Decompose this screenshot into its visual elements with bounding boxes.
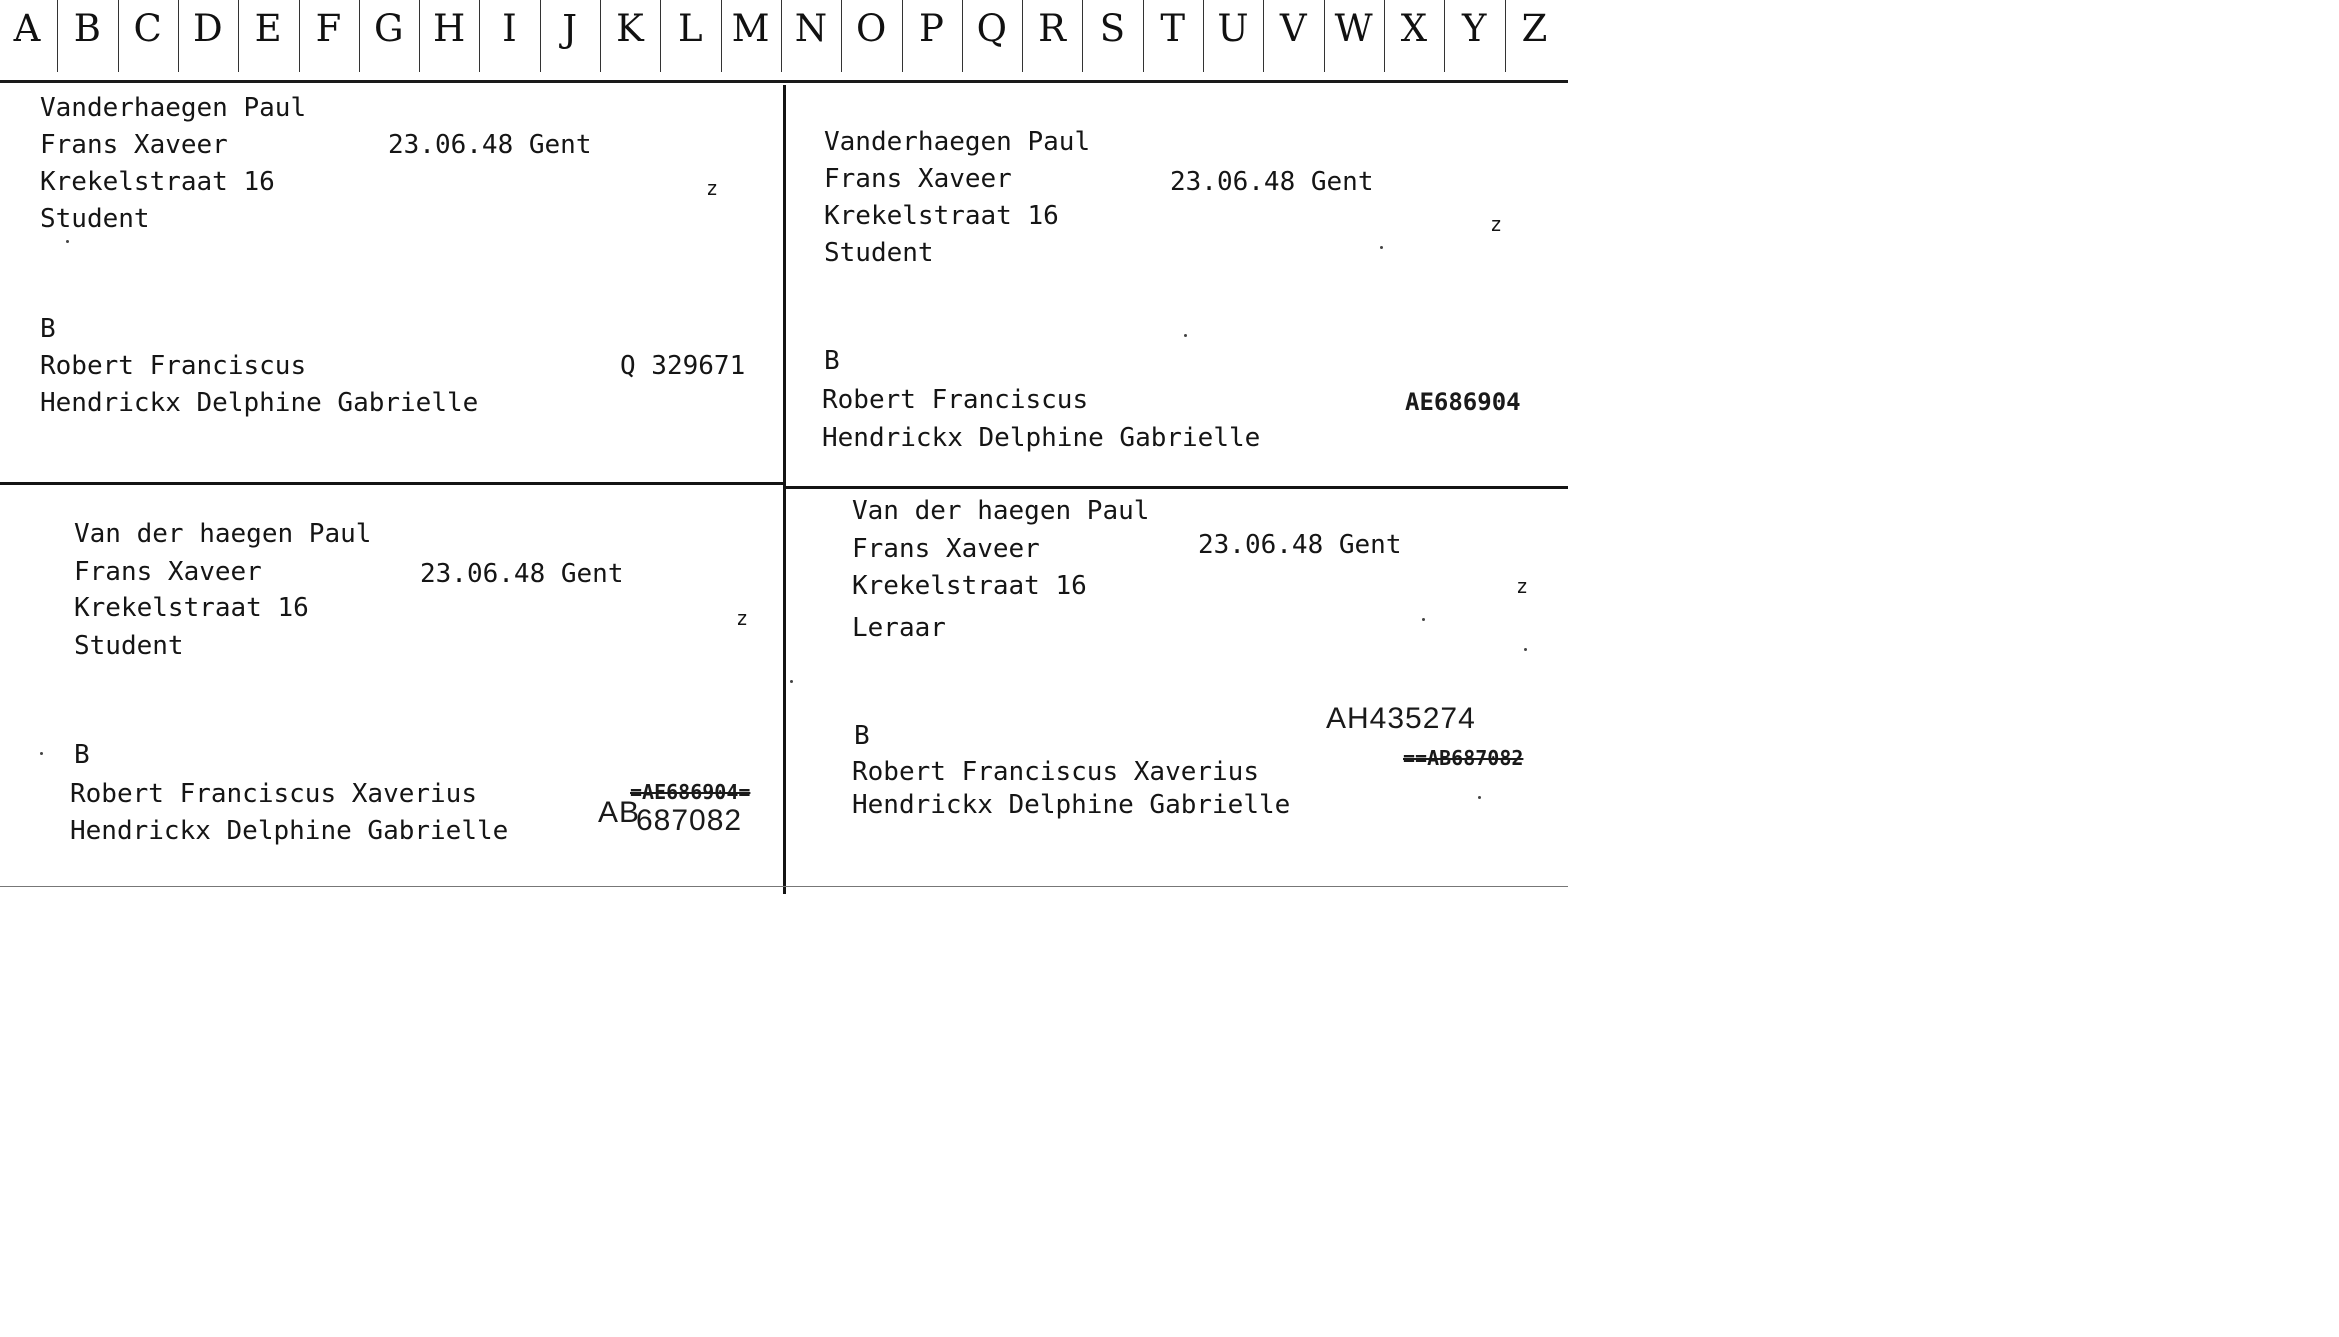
card-father: Robert Franciscus — [822, 385, 1089, 415]
scan-speck — [1184, 334, 1187, 337]
alphabet-letter-v: V — [1279, 7, 1307, 50]
alphabet-letter-d: D — [193, 7, 223, 50]
alphabet-letter-k: K — [616, 7, 644, 50]
card-number: AE686904 — [1405, 388, 1521, 416]
card-number: Q 329671 — [620, 351, 746, 381]
card-surname: Van der haegen Paul — [852, 496, 1150, 526]
alphabet-divider — [1203, 0, 1204, 72]
card-divider-horizontal-left — [0, 482, 784, 485]
alphabet-letter-x: X — [1400, 7, 1428, 50]
card-number-new: AH435274 — [1326, 702, 1476, 735]
card-number-cancelled: =AE686904= — [630, 780, 751, 804]
alphabet-divider — [1384, 0, 1385, 72]
alphabet-divider — [118, 0, 119, 72]
alphabet-divider — [57, 0, 58, 72]
scan-speck — [790, 680, 793, 683]
alphabet-divider — [1022, 0, 1023, 72]
card-given-names: Frans Xaveer — [824, 164, 1012, 194]
card-mark: z — [736, 606, 749, 630]
alphabet-letter-b: B — [73, 7, 101, 50]
card-birth-date-place: 23.06.48 Gent — [1198, 530, 1402, 560]
card-father: Robert Franciscus — [40, 351, 307, 381]
card-occupation: Student — [74, 631, 184, 661]
card-code: B — [74, 740, 90, 770]
alphabet-divider — [419, 0, 420, 72]
card-address: Krekelstraat 16 — [852, 571, 1087, 601]
alphabet-letter-i: I — [502, 7, 517, 50]
scan-speck — [1422, 618, 1425, 621]
alphabet-divider — [359, 0, 360, 72]
card-birth-date-place: 23.06.48 Gent — [388, 130, 592, 160]
card-given-names: Frans Xaveer — [852, 534, 1040, 564]
card-code: B — [824, 346, 840, 376]
card-birth-date-place: 23.06.48 Gent — [420, 559, 624, 589]
alphabet-letter-y: Y — [1461, 7, 1487, 50]
card-divider-bottom — [0, 886, 1568, 887]
card-occupation: Student — [40, 204, 150, 234]
alphabet-letter-h: H — [432, 7, 466, 50]
alphabet-divider — [902, 0, 903, 72]
alphabet-divider — [1444, 0, 1445, 72]
scan-speck — [40, 752, 43, 755]
alphabet-letter-s: S — [1099, 7, 1126, 50]
scan-speck — [1478, 796, 1481, 799]
alphabet-index-strip — [0, 0, 1568, 83]
alphabet-divider — [1082, 0, 1083, 72]
card-surname: Vanderhaegen Paul — [824, 127, 1091, 157]
card-birth-date-place: 23.06.48 Gent — [1170, 167, 1374, 197]
alphabet-divider — [781, 0, 782, 72]
card-address: Krekelstraat 16 — [40, 167, 275, 197]
alphabet-divider — [1143, 0, 1144, 72]
alphabet-divider — [540, 0, 541, 72]
alphabet-divider — [841, 0, 842, 72]
card-divider-vertical — [783, 85, 786, 894]
card-address: Krekelstraat 16 — [74, 593, 309, 623]
alphabet-letter-f: F — [315, 7, 342, 50]
alphabet-letter-t: T — [1160, 7, 1186, 50]
card-given-names: Frans Xaveer — [74, 557, 262, 587]
alphabet-letter-m: M — [731, 7, 770, 50]
alphabet-letter-u: U — [1217, 7, 1249, 50]
card-surname: Van der haegen Paul — [74, 519, 372, 549]
alphabet-letter-j: J — [562, 7, 578, 50]
alphabet-divider — [721, 0, 722, 72]
alphabet-letter-a: A — [13, 7, 41, 50]
card-surname: Vanderhaegen Paul — [40, 93, 307, 123]
card-occupation: Student — [824, 238, 934, 268]
card-given-names: Frans Xaveer — [40, 130, 228, 160]
alphabet-letter-z: Z — [1521, 7, 1548, 50]
alphabet-divider — [479, 0, 480, 72]
card-occupation: Leraar — [852, 613, 946, 643]
alphabet-letter-c: C — [133, 7, 162, 50]
alphabet-letter-w: W — [1334, 7, 1373, 50]
card-code: B — [40, 314, 56, 344]
alphabet-divider — [1505, 0, 1506, 72]
card-code: B — [854, 721, 870, 751]
alphabet-letter-q: Q — [976, 7, 1007, 50]
card-number-new-prefix: AB — [598, 796, 641, 829]
alphabet-divider — [299, 0, 300, 72]
alphabet-letter-e: E — [254, 7, 282, 50]
alphabet-divider — [600, 0, 601, 72]
card-mark: z — [1516, 574, 1529, 598]
card-mother: Hendrickx Delphine Gabrielle — [852, 790, 1291, 820]
card-father: Robert Franciscus Xaverius — [852, 757, 1259, 787]
alphabet-letter-g: G — [374, 7, 404, 50]
card-mother: Hendrickx Delphine Gabrielle — [40, 388, 479, 418]
card-address: Krekelstraat 16 — [824, 201, 1059, 231]
alphabet-divider — [1324, 0, 1325, 72]
scan-speck — [1524, 648, 1527, 651]
scan-speck — [1380, 246, 1383, 249]
alphabet-letter-l: L — [678, 7, 703, 50]
card-number-cancelled: ==AB687082 — [1403, 746, 1524, 770]
alphabet-letter-r: R — [1038, 7, 1067, 50]
card-divider-horizontal-right — [786, 486, 1568, 489]
alphabet-letter-o: O — [856, 7, 887, 50]
card-number-new: 687082 — [636, 804, 743, 837]
alphabet-letter-n: N — [794, 7, 828, 50]
card-mark: z — [1490, 212, 1503, 236]
alphabet-divider — [178, 0, 179, 72]
alphabet-divider — [962, 0, 963, 72]
card-father: Robert Franciscus Xaverius — [70, 779, 477, 809]
alphabet-divider — [1263, 0, 1264, 72]
card-mark: z — [706, 176, 719, 200]
scan-speck — [66, 240, 69, 243]
alphabet-divider — [660, 0, 661, 72]
card-mother: Hendrickx Delphine Gabrielle — [70, 816, 509, 846]
alphabet-letter-p: P — [919, 7, 944, 50]
alphabet-divider — [238, 0, 239, 72]
card-mother: Hendrickx Delphine Gabrielle — [822, 423, 1261, 453]
